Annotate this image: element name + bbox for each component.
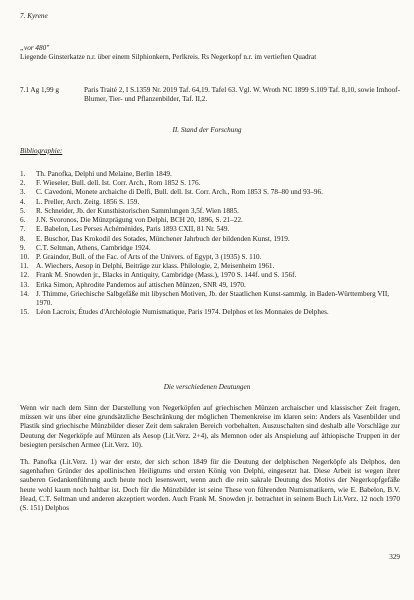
heading-stand-der-forschung: II. Stand der Forschung <box>172 126 242 134</box>
list-item: 15. Léon Lacroix, Études d'Archéologie Numismatique, Paris 1974. Delphos et les Monnaies de Delphes. <box>20 308 329 317</box>
entry-id: 7.1 Ag 1,99 g <box>20 86 59 94</box>
page-number: 329 <box>389 553 400 561</box>
list-item: 1. Th. Panofka, Delphi und Melaine, Berlin 1849. <box>20 170 172 178</box>
entry-description: Liegende Ginsterkatze n.r. über einem Silphionkern, Perlkreis. Rs Negerkopf n.r. im vertieften Quadrat <box>20 53 317 61</box>
entry-date: „vor 480" <box>20 44 50 52</box>
bibliography-list <box>20 170 400 318</box>
body-paragraph-2: Th. Panofka (Lit.Verz. 1) war der erste, der sich schon 1849 für die Deutung der delphischen Negerköpfe als Delphos, den sagenhaften Gründer des apollinischen Heiligtums und ersten König von Delphi, eingesetzt hat. Diese Arbeit ist wegen ihrer sauberen Gedankenführung auch heute noch lesenswert, wenn auch die rein sakrale Deutung des Motivs der Negerkopfgefäße heute wohl kaum noch haltbar ist. Doch für die Münzbilder ist seine These von führenden Numismatikern, wie E. Babelon, B.V. Head, C.T. Seltman und anderen akzeptiert worden. Auch Frank M. Snowden jr. betrachtet in seinem Buch Lit.Verz. 12 noch 1970 (S. 151) Delphos <box>20 458 400 513</box>
list-item: 3. C. Cavedoni, Monete archaiche di Delfi, Bull. dell. Ist. Corr. Arch., Rom 1853 S. 78–80 und 93–96. <box>20 188 323 197</box>
list-item: 5. R. Schneider, Jb. der Kunsthistorischen Sammlungen 3,5f. Wien 1885. <box>20 206 239 215</box>
list-item: 13. Erika Simon, Aphrodite Pandemos auf attischen Münzen, SNR 49, 1970. <box>20 280 246 289</box>
section-title: 7. Kyrene <box>20 12 48 20</box>
body-paragraph-1: Wenn wir nach dem Sinn der Darstellung von Negerköpfen auf griechischen Münzen archaischer und klassischer Zeit fragen, müssen wir uns über eine grundsätzliche Beschränkung der möglichen Themenkreise im klaren sein: Anders als Vasenbilder und Plastik sind griechische Münzbilder dieser Zeit dem sakralen Bereich vorbehalten. Auszuschalten sind deshalb alle Vorschläge zur Deutung der Negerköpfe auf Münzen als Aesop (Lit.Verz. 2+4), als Memnon oder als Anspielung auf äthiopische Truppen in der besiegten persischen Armee (Lit.Verz. 10). <box>20 404 400 449</box>
list-item: 7. E. Babelon, Les Perses Achéménides, Paris 1893 CXII, 81 Nr. 549. <box>20 225 230 234</box>
list-item: 2. F. Wieseler, Bull. dell. Ist. Corr. Arch., Rom 1852 S. 176. <box>20 179 201 188</box>
list-item: 14. J. Thimme, Griechische Salbgefäße mit libyschen Motiven, Jb. der Staatlichen Kunst-sammlg. in Baden-Württemberg VII, 1970. <box>20 289 390 308</box>
bibliography-label: Bibliographie: <box>20 147 63 155</box>
list-item: 4. L. Preller, Arch. Zeitg. 1856 S. 159. <box>20 197 140 206</box>
catalog-entry <box>20 86 400 104</box>
list-item: 6. J.N. Svoronos, Die Münzprägung von Delphi, BCH 20, 1896, S. 21–22. <box>20 216 243 225</box>
list-item: 9. C.T. Seltman, Athens, Cambridge 1924. <box>20 243 151 252</box>
list-item: 11. A. Wiechers, Aesop in Delphi, Beiträge zur klass. Philologie, 2, Meisenheim 1961. <box>20 262 275 271</box>
entry-reference: Paris Traité 2, I S.1359 Nr. 2019 Taf. 64,19. Tafel 63. Vgl. W. Wroth NC 1899 S.109 Taf. 8,10, sowie Imhoof-Blumer, Tier- und Pflanzenbilder, Taf. II,2. <box>84 86 400 104</box>
heading-verschiedene-deutungen: Die verschiedenen Deutungen <box>163 383 251 391</box>
list-item: 12. Frank M. Snowden jr., Blacks in Antiquity, Cambridge (Mass.), 1970 S. 144f. und S. 156f. <box>20 271 297 280</box>
list-item: 10. P. Graindor, Bull. of the Fac. of Arts of the Univers. of Egypt, 3 (1935) S. 110. <box>20 252 262 261</box>
list-item: 8. E. Buschor, Das Krokodil des Sotades, Münchener Jahrbuch der bildenden Kunst, 1919. <box>20 234 290 243</box>
